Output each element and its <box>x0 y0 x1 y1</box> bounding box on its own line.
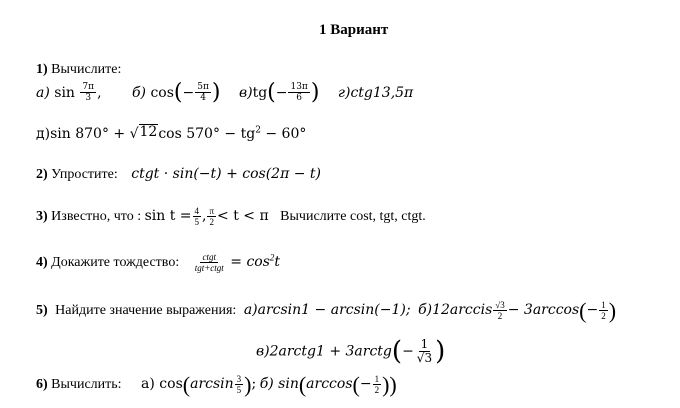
task6: 6) Вычислить: а) cos(arcsin $\frac{3}{5}$ ); б) sin(arccos(− $\frac{1}{2}$ )) <box>36 371 397 397</box>
frac-den: 2 <box>497 311 503 322</box>
task1-number: 1) <box>36 62 48 77</box>
exponent: 2 <box>255 125 261 136</box>
minus-sign: − <box>359 376 372 392</box>
frac-num: 1 <box>601 300 606 311</box>
task5-a: а)arcsin1 − arcsin(−1); <box>243 302 411 318</box>
task1-d <box>36 124 306 144</box>
comma: , <box>202 208 207 224</box>
task4-label: Докажите тождество: <box>51 255 180 270</box>
fraction-1-2 <box>599 300 608 321</box>
task5: 5) Найдите значение выражения: а)arcsin1 − arcsin(−1); б)12arccis $\frac{√3}{2}$ − 3arccos(− $\frac{1}{2}$ ) <box>36 297 617 323</box>
exponent: 2 <box>269 252 275 263</box>
fraction-4-5 <box>193 206 202 227</box>
frac-den: 2 <box>601 311 606 322</box>
separator: ; <box>251 376 257 392</box>
frac-num: π <box>209 206 215 217</box>
task3 <box>36 206 426 227</box>
fraction-5pi-4 <box>195 82 211 103</box>
task1-items <box>36 79 414 105</box>
fraction-3-5 <box>235 374 244 395</box>
task4-rhs: = cos <box>230 254 270 270</box>
page-title: 1 Вариант <box>319 22 389 38</box>
frac-num: 7π <box>82 82 95 92</box>
task1-a: а) sin $\frac{7\pi}{3}$ , <box>36 82 106 103</box>
ctg-expr: ctg13,5π <box>350 84 414 101</box>
task6-a-head: а) cos <box>141 376 183 392</box>
item-d-label: д) <box>36 126 51 142</box>
task1-g <box>338 85 413 101</box>
frac-den: 3 <box>85 93 92 103</box>
task5-v-head: в)2arctg1 + 3arctg <box>256 343 392 360</box>
d-part1: sin 870° + <box>50 126 126 142</box>
frac-num: 3 <box>236 374 242 385</box>
task2 <box>36 164 321 185</box>
frac-num: 1 <box>374 374 380 385</box>
task4 <box>36 252 280 273</box>
task6-label: Вычислить: <box>51 377 122 392</box>
arccos-fn: arccos <box>306 376 353 392</box>
task6-b-head: б) sin <box>259 376 299 392</box>
task1-header <box>36 60 121 80</box>
fraction-1-sqrt3 <box>415 338 434 365</box>
item-a-label: а) <box>36 84 50 101</box>
task3-label: Известно, что : <box>51 209 142 224</box>
item-b-label: б) <box>131 84 146 101</box>
fraction-7pi-3 <box>80 82 96 103</box>
frac-num: 5π <box>197 82 209 92</box>
task3-tail: Вычислите cost, tgt, ctgt. <box>280 209 426 224</box>
frac-den: 2 <box>374 385 380 396</box>
task3-sin: sin t = <box>144 208 192 224</box>
frac-num: 4 <box>194 206 200 217</box>
radicand: 12 <box>139 124 158 140</box>
fraction-13pi-6 <box>288 82 309 103</box>
cos-fn: cos <box>150 84 174 101</box>
frac-den: 2 <box>209 217 214 228</box>
sqrt-12: √ 12 <box>129 124 158 142</box>
task3-inequality: < t < π <box>217 208 269 224</box>
d-part2: cos 570° − tg <box>158 126 256 142</box>
frac-num: ctgt <box>202 252 216 263</box>
task5-number: 5) <box>36 303 48 318</box>
task4-number: 4) <box>36 255 48 270</box>
minus-sign: − <box>586 302 599 318</box>
sin-fn: sin <box>54 84 75 101</box>
fraction-1-2 <box>373 374 382 395</box>
frac-den: 4 <box>200 93 206 103</box>
task2-label: Упростите: <box>51 167 118 182</box>
fraction-pi-2 <box>207 206 216 227</box>
frac-num: 1 <box>420 337 429 351</box>
frac-den: 6 <box>296 93 303 103</box>
minus-sign: − <box>402 343 414 360</box>
task1-v: в)tg(− $\frac{13\pi}{6}$ ) <box>238 79 320 105</box>
d-part3: − 60° <box>260 126 307 142</box>
frac-den: 5 <box>236 385 242 396</box>
frac-den: tgt+ctgt <box>194 263 224 274</box>
frac-den: 5 <box>194 217 200 228</box>
frac-num: √3 <box>495 300 505 311</box>
task5-b-head: б)12arccis <box>418 302 493 318</box>
arcsin-fn: arcsin <box>190 376 234 392</box>
frac-num: 13π <box>290 82 308 92</box>
item-g-label: г) <box>337 84 351 101</box>
task1-b: б) cos(− $\frac{5\pi}{4}$ ) <box>131 79 221 105</box>
tg-fn: tg <box>252 84 268 101</box>
task5-b-mid: − 3arccos <box>507 302 580 318</box>
task4-var: t <box>274 254 281 270</box>
task3-number: 3) <box>36 209 48 224</box>
frac-den: √3 <box>416 351 433 365</box>
task6-number: 6) <box>36 377 48 392</box>
task1-label: Вычислите: <box>51 62 122 77</box>
task2-expr: ctgt · sin(−t) + cos(2π − t) <box>131 166 321 182</box>
task2-number: 2) <box>36 167 48 182</box>
item-v-label: в) <box>238 84 253 101</box>
task5-label: Найдите значение выражения: <box>55 303 237 318</box>
task5-v: в)2arctg1 + 3arctg(− $\frac{1}{√3}$ ) <box>256 336 446 367</box>
fraction-identity <box>193 252 226 273</box>
fraction-sqrt3-2 <box>493 300 506 321</box>
